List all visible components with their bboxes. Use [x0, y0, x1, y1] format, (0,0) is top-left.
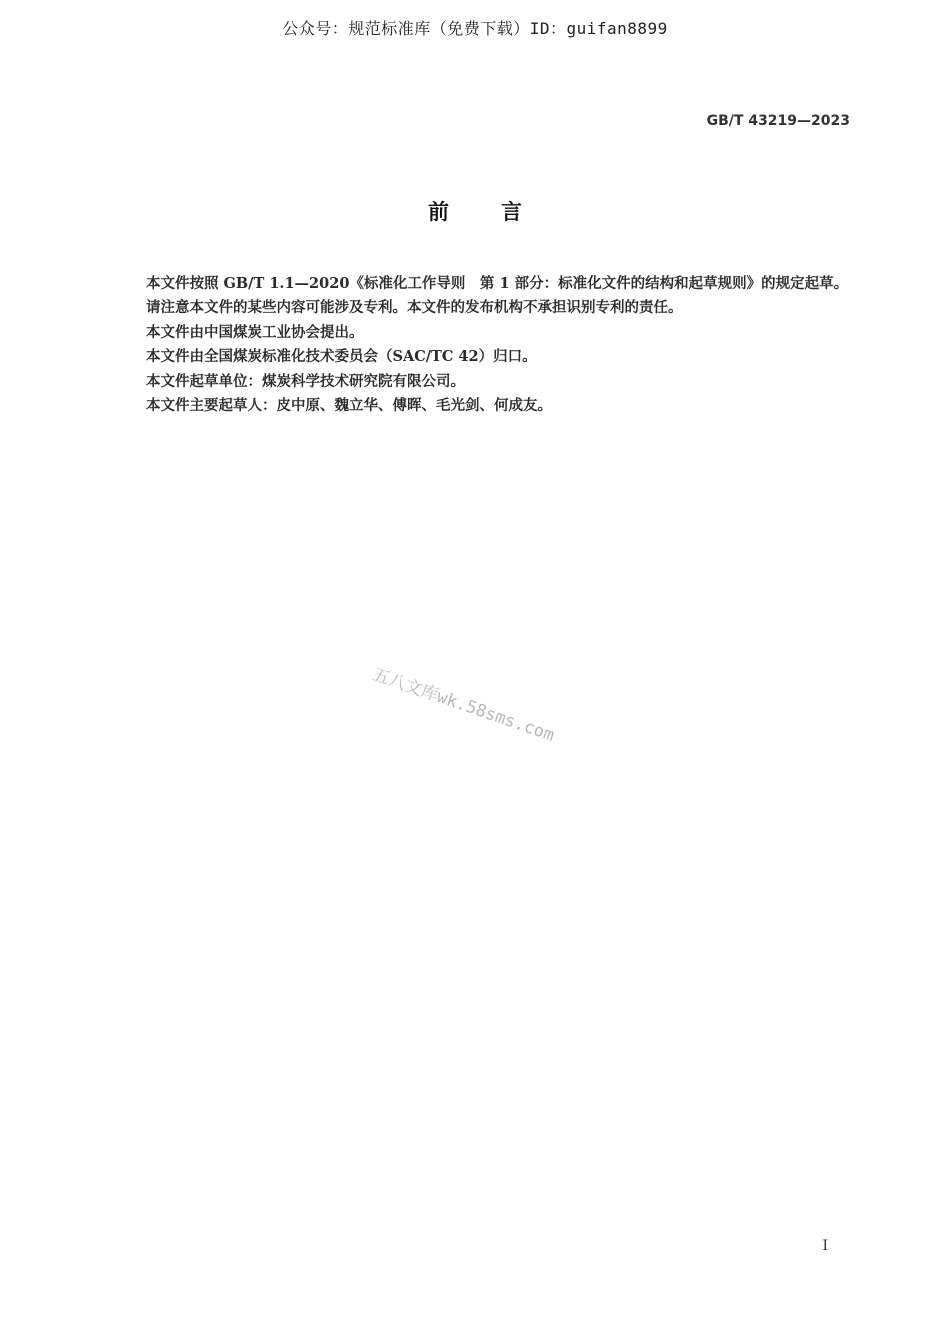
standard-number: GB/T 43219—2023	[706, 113, 850, 129]
watermark: 五八文库wk.58sms.com	[369, 664, 557, 746]
paragraph-proposer: 本文件由中国煤炭工业协会提出。	[146, 323, 364, 341]
page-number: I	[822, 1238, 828, 1254]
header-banner: 公众号：规范标准库（免费下载）ID：guifan8899	[282, 19, 668, 38]
page-title: 前言	[428, 200, 574, 224]
paragraph-patent-notice: 请注意本文件的某些内容可能涉及专利。本文件的发布机构不承担识别专利的责任。	[146, 299, 683, 317]
paragraph-drafting-organization: 本文件起草单位：煤炭科学技术研究院有限公司。	[146, 372, 465, 390]
paragraph-main-drafters: 本文件主要起草人：皮中原、魏立华、傅晖、毛光剑、何成友。	[146, 397, 552, 415]
paragraph-drafting-rules: 本文件按照 GB/T 1.1—2020《标准化工作导则 第 1 部分：标准化文件的结构和起草规则》的规定起草。	[146, 275, 849, 292]
foreword-body	[112, 272, 852, 418]
paragraph-centralized-by: 本文件由全国煤炭标准化技术委员会（SAC/TC 42）归口。	[146, 348, 537, 366]
